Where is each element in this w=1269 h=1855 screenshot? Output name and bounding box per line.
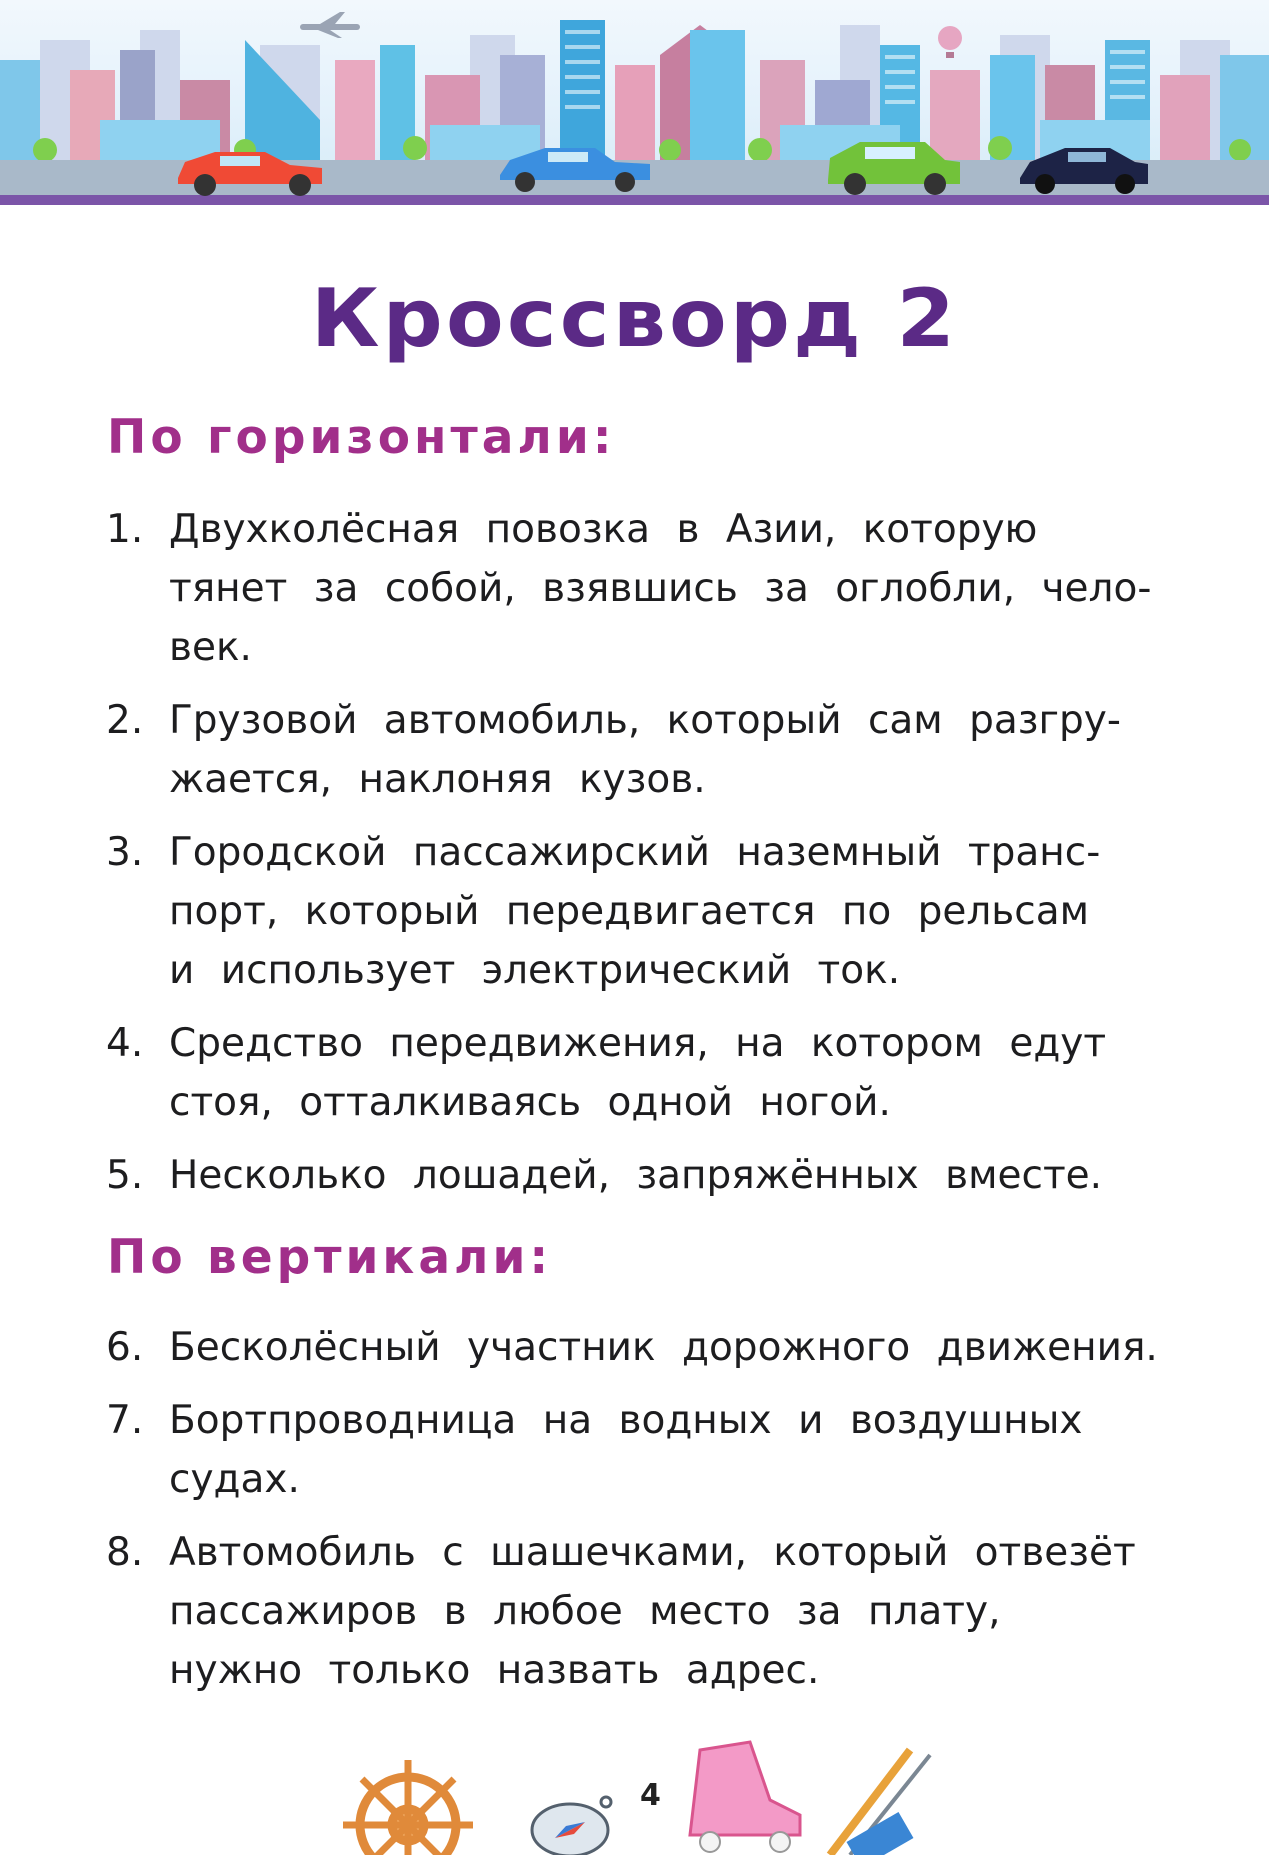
clue-8 (106, 1523, 1186, 1700)
clue-text: Грузовой автомобиль, который сам разгру- (169, 698, 1121, 743)
clue-text: стоя, отталкиваясь одной ногой. (169, 1080, 891, 1125)
clue-5 (106, 1146, 1186, 1205)
clue-text: нужно только назвать адрес. (169, 1648, 820, 1693)
roller-skate-icon (690, 1742, 800, 1852)
clue-text: и использует электрический ток. (169, 948, 901, 993)
clue-2 (106, 691, 1186, 809)
clue-number: 7. (106, 1398, 144, 1443)
clue-text: судах. (169, 1457, 300, 1502)
clue-number: 5. (106, 1153, 144, 1198)
vertical-clue-list (106, 1318, 1186, 1714)
clue-3 (106, 823, 1186, 1000)
clue-text: Городской пассажирский наземный транс- (169, 830, 1101, 875)
clue-text: Бортпроводница на водных и воздушных (169, 1398, 1083, 1443)
clue-number: 1. (106, 507, 144, 552)
clue-1 (106, 500, 1186, 677)
ship-wheel-icon (343, 1760, 473, 1855)
city-skyline-illustration (0, 0, 1269, 205)
clue-text: Двухколёсная повозка в Азии, которую (169, 507, 1038, 552)
clue-number: 3. (106, 830, 144, 875)
balloon-icon (938, 26, 962, 58)
clue-text: Автомобиль с шашечками, который отвезёт (169, 1530, 1136, 1575)
clue-text: Несколько лошадей, запряжённых вместе. (169, 1153, 1103, 1198)
clue-number: 6. (106, 1325, 144, 1370)
clue-7 (106, 1391, 1186, 1509)
clue-text: пассажиров в любое место за плату, (169, 1589, 1001, 1634)
clue-text: век. (169, 625, 252, 670)
compass-icon (532, 1797, 611, 1855)
clue-6 (106, 1318, 1186, 1377)
horizontal-heading: По горизонтали: (107, 410, 616, 465)
horizontal-clue-list (106, 500, 1186, 1219)
clue-text: порт, который передвигается по рельсам (169, 889, 1090, 934)
clue-number: 4. (106, 1021, 144, 1066)
ski-icon (830, 1750, 930, 1855)
clue-text: Средство передвижения, на котором едут (169, 1021, 1107, 1066)
clue-text: тянет за собой, взявшись за оглобли, чело- (169, 566, 1152, 611)
clue-text: жается, наклоняя кузов. (169, 757, 706, 802)
clue-4 (106, 1014, 1186, 1132)
page-title: Кроссворд 2 (310, 272, 959, 365)
page-number: 4 (640, 1778, 661, 1813)
clue-text: Бесколёсный участник дорожного движения. (169, 1325, 1158, 1370)
vertical-heading: По вертикали: (107, 1230, 553, 1285)
clue-number: 2. (106, 698, 144, 743)
clue-number: 8. (106, 1530, 144, 1575)
airplane-icon (300, 12, 360, 38)
